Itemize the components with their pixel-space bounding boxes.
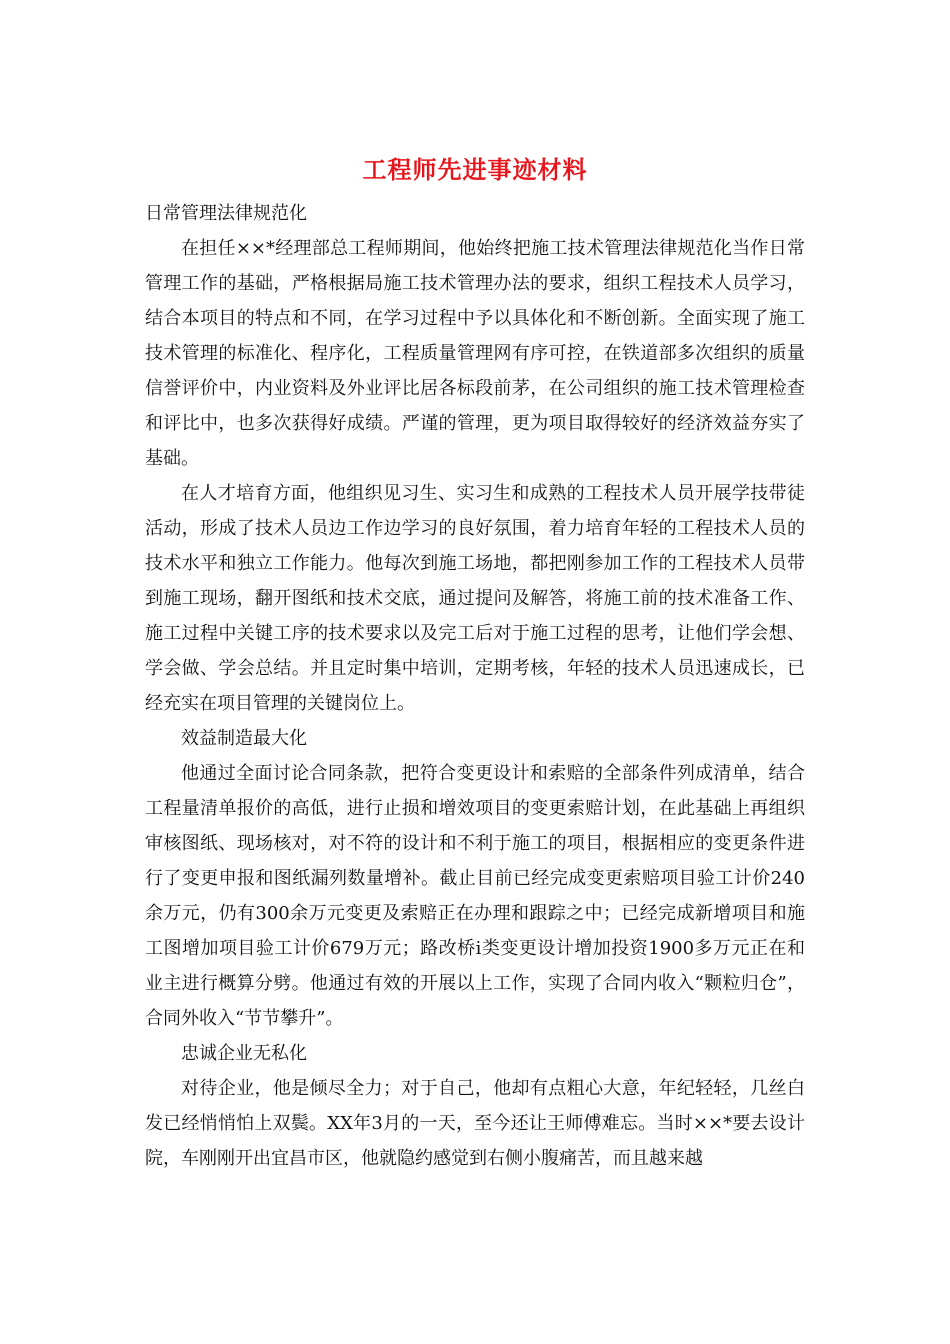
document-body — [145, 196, 805, 1176]
section-heading: 日常管理法律规范化 — [145, 203, 307, 224]
paragraph: 他通过全面讨论合同条款，把符合变更设计和索赔的全部条件列成清单，结合工程量清单报价的高低，进行止损和增效项目的变更索赔计划，在此基础上再组织审核图纸、现场核对，对不符的设计和不利于施工的项目，根据相应的变更条件进行了变更申报和图纸漏列数量增补。截止目前已经完成变更索赔项目验工计价240余万元，仍有300余万元变更及索赔正在办理和跟踪之中；已经完成新增项目和施工图增加项目验工计价679万元；路改桥i类变更设计增加投资1900多万元正在和业主进行概算分劈。他通过有效的开展以上工作，实现了合同内收入“颗粒归仓”，合同外收入“节节攀升”。 — [145, 763, 805, 1029]
section-heading: 效益制造最大化 — [181, 728, 307, 749]
document-title: 工程师先进事迹材料 — [362, 155, 588, 184]
paragraph: 对待企业，他是倾尽全力；对于自己，他却有点粗心大意，年纪轻轻，几丝白发已经悄悄怕上双鬓。XX年3月的一天，至今还让王师傅难忘。当时××*要去设计院，车刚刚开出宜昌市区，他就隐约感觉到右侧小腹痛苦，而且越来越 — [145, 1078, 805, 1169]
paragraph: 在担任××*经理部总工程师期间，他始终把施工技术管理法律规范化当作日常管理工作的基础，严格根据局施工技术管理办法的要求，组织工程技术人员学习，结合本项目的特点和不同，在学习过程中予以具体化和不断创新。全面实现了施工技术管理的标准化、程序化，工程质量管理网有序可控，在铁道部多次组织的质量信誉评价中，内业资料及外业评比居各标段前茅，在公司组织的施工技术管理检查和评比中，也多次获得好成绩。严谨的管理，更为项目取得较好的经济效益夯实了基础。 — [145, 238, 805, 469]
section-heading: 忠诚企业无私化 — [181, 1043, 307, 1064]
paragraph: 在人才培育方面，他组织见习生、实习生和成熟的工程技术人员开展学技带徒活动，形成了技术人员边工作边学习的良好氛围，着力培育年轻的工程技术人员的技术水平和独立工作能力。他每次到施工场地，都把刚参加工作的工程技术人员带到施工现场，翻开图纸和技术交底，通过提问及解答，将施工前的技术准备工作、施工过程中关键工序的技术要求以及完工后对于施工过程的思考，让他们学会想、学会做、学会总结。并且定时集中培训，定期考核，年轻的技术人员迅速成长，已经充实在项目管理的关键岗位上。 — [145, 483, 805, 714]
